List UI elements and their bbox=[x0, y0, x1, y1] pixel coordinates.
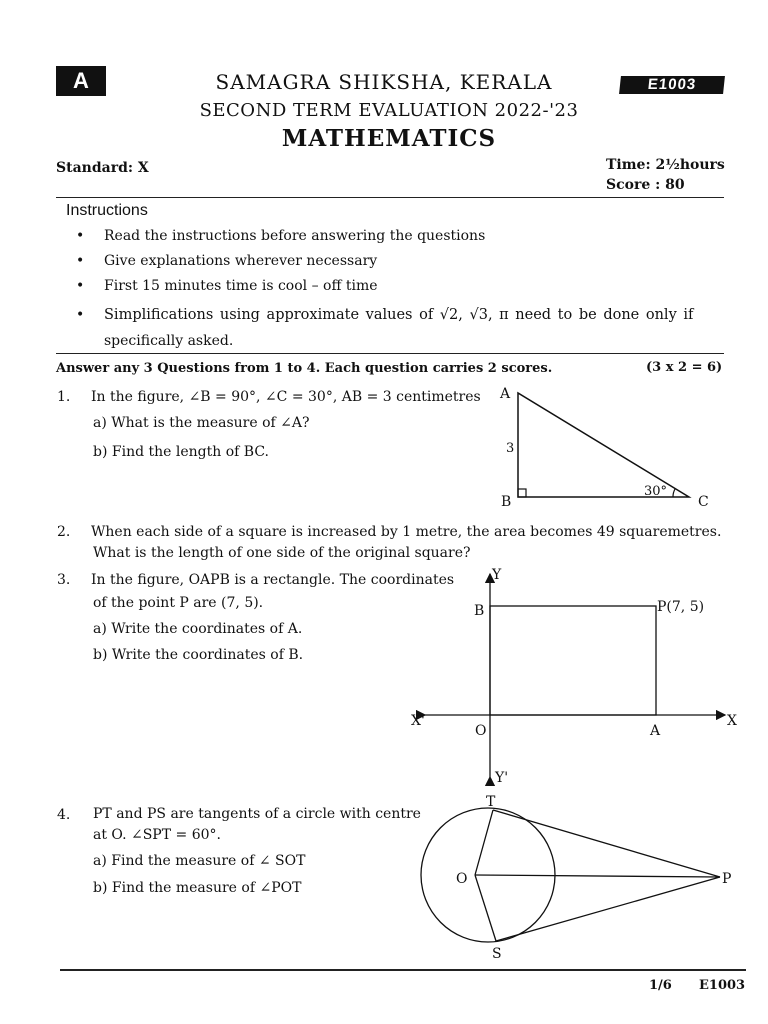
point-label-o: O bbox=[456, 871, 468, 887]
bullet-icon: • bbox=[76, 228, 85, 244]
axis-label-x-prime: X' bbox=[411, 713, 425, 729]
point-label-a: A bbox=[650, 723, 661, 739]
instruction-item: First 15 minutes time is cool – off time bbox=[104, 278, 378, 294]
instruction-item-continued: specifically asked. bbox=[104, 333, 234, 349]
question-part: b) Write the coordinates of B. bbox=[93, 647, 304, 663]
question-number: 2. bbox=[57, 524, 71, 540]
point-label-p: P(7, 5) bbox=[657, 599, 705, 615]
question-part: b) Find the length of BC. bbox=[93, 444, 269, 460]
question-number: 1. bbox=[57, 389, 71, 405]
segment-op bbox=[475, 875, 720, 877]
radius-ot bbox=[475, 810, 493, 875]
instruction-item: Read the instructions before answering the questions bbox=[104, 228, 486, 244]
score-label: Score : 80 bbox=[606, 177, 685, 193]
section-marks: (3 x 2 = 6) bbox=[646, 360, 723, 375]
triangle-abc bbox=[518, 393, 689, 497]
question-part: a) What is the measure of ∠A? bbox=[93, 415, 310, 431]
question-number: 3. bbox=[57, 572, 71, 588]
right-angle-marker bbox=[518, 489, 526, 497]
footer-rule bbox=[60, 969, 746, 971]
instruction-item: Give explanations wherever necessary bbox=[104, 253, 378, 269]
axis-label-y-prime: Y' bbox=[495, 770, 509, 786]
time-label: Time: 2½hours bbox=[606, 157, 725, 173]
axis-label-y: Y bbox=[492, 567, 502, 583]
point-label-b: B bbox=[474, 603, 485, 619]
standard-label: Standard: X bbox=[56, 160, 149, 176]
bullet-icon: • bbox=[76, 307, 85, 323]
exam-title: SECOND TERM EVALUATION 2022-'23 bbox=[199, 100, 579, 121]
point-label-s: S bbox=[492, 946, 502, 962]
angle-label: 30° bbox=[644, 484, 668, 499]
coordinate-figure bbox=[405, 562, 745, 787]
question-text: at O. ∠SPT = 60°. bbox=[93, 827, 221, 843]
vertex-label-b: B bbox=[501, 494, 512, 510]
question-text: In the figure, OAPB is a rectangle. The coordinates bbox=[91, 572, 455, 588]
bullet-icon: • bbox=[76, 278, 85, 294]
question-part: a) Find the measure of ∠ SOT bbox=[93, 853, 306, 869]
radius-os bbox=[475, 875, 496, 941]
page-number: 1/6 bbox=[649, 978, 672, 993]
board-title: SAMAGRA SHIKSHA, KERALA bbox=[215, 70, 553, 94]
triangle-figure bbox=[490, 382, 720, 512]
section-divider bbox=[56, 353, 724, 354]
vertex-label-c: C bbox=[698, 494, 709, 510]
instructions-heading: Instructions bbox=[66, 202, 148, 219]
instruction-item: Simplifications using approximate values of √2, √3, π need to be done only if bbox=[104, 307, 694, 323]
question-text: In the figure, ∠B = 90°, ∠C = 30°, AB = 3 centimetres bbox=[91, 389, 481, 405]
point-label-t: T bbox=[486, 794, 496, 810]
tangent-ps bbox=[496, 877, 720, 941]
origin-label: O bbox=[475, 723, 487, 739]
footer-code: E1003 bbox=[699, 978, 746, 993]
tangent-circle-figure bbox=[400, 790, 745, 965]
header-divider bbox=[56, 197, 724, 198]
question-text: When each side of a square is increased by 1 metre, the area becomes 49 squaremetres. bbox=[91, 524, 722, 540]
subject-title: MATHEMATICS bbox=[281, 125, 497, 152]
question-part: b) Find the measure of ∠POT bbox=[93, 880, 302, 896]
bullet-icon: • bbox=[76, 253, 85, 269]
paper-code-stamp: E1003 bbox=[619, 76, 725, 94]
question-text: What is the length of one side of the original square? bbox=[93, 545, 471, 561]
question-part: a) Write the coordinates of A. bbox=[93, 621, 303, 637]
tangent-pt bbox=[493, 810, 720, 877]
angle-arc bbox=[673, 489, 675, 497]
rectangle-oapb bbox=[490, 606, 656, 715]
side-length-label: 3 bbox=[506, 441, 515, 456]
question-text: of the point P are (7, 5). bbox=[93, 595, 264, 611]
vertex-label-a: A bbox=[500, 386, 511, 402]
question-text: PT and PS are tangents of a circle with centre bbox=[93, 806, 421, 822]
question-number: 4. bbox=[57, 807, 71, 823]
axis-label-x: X bbox=[727, 713, 737, 729]
section-heading: Answer any 3 Questions from 1 to 4. Each question carries 2 scores. bbox=[56, 361, 553, 376]
paper-set-badge: A bbox=[56, 66, 106, 96]
point-label-p: P bbox=[722, 871, 732, 887]
